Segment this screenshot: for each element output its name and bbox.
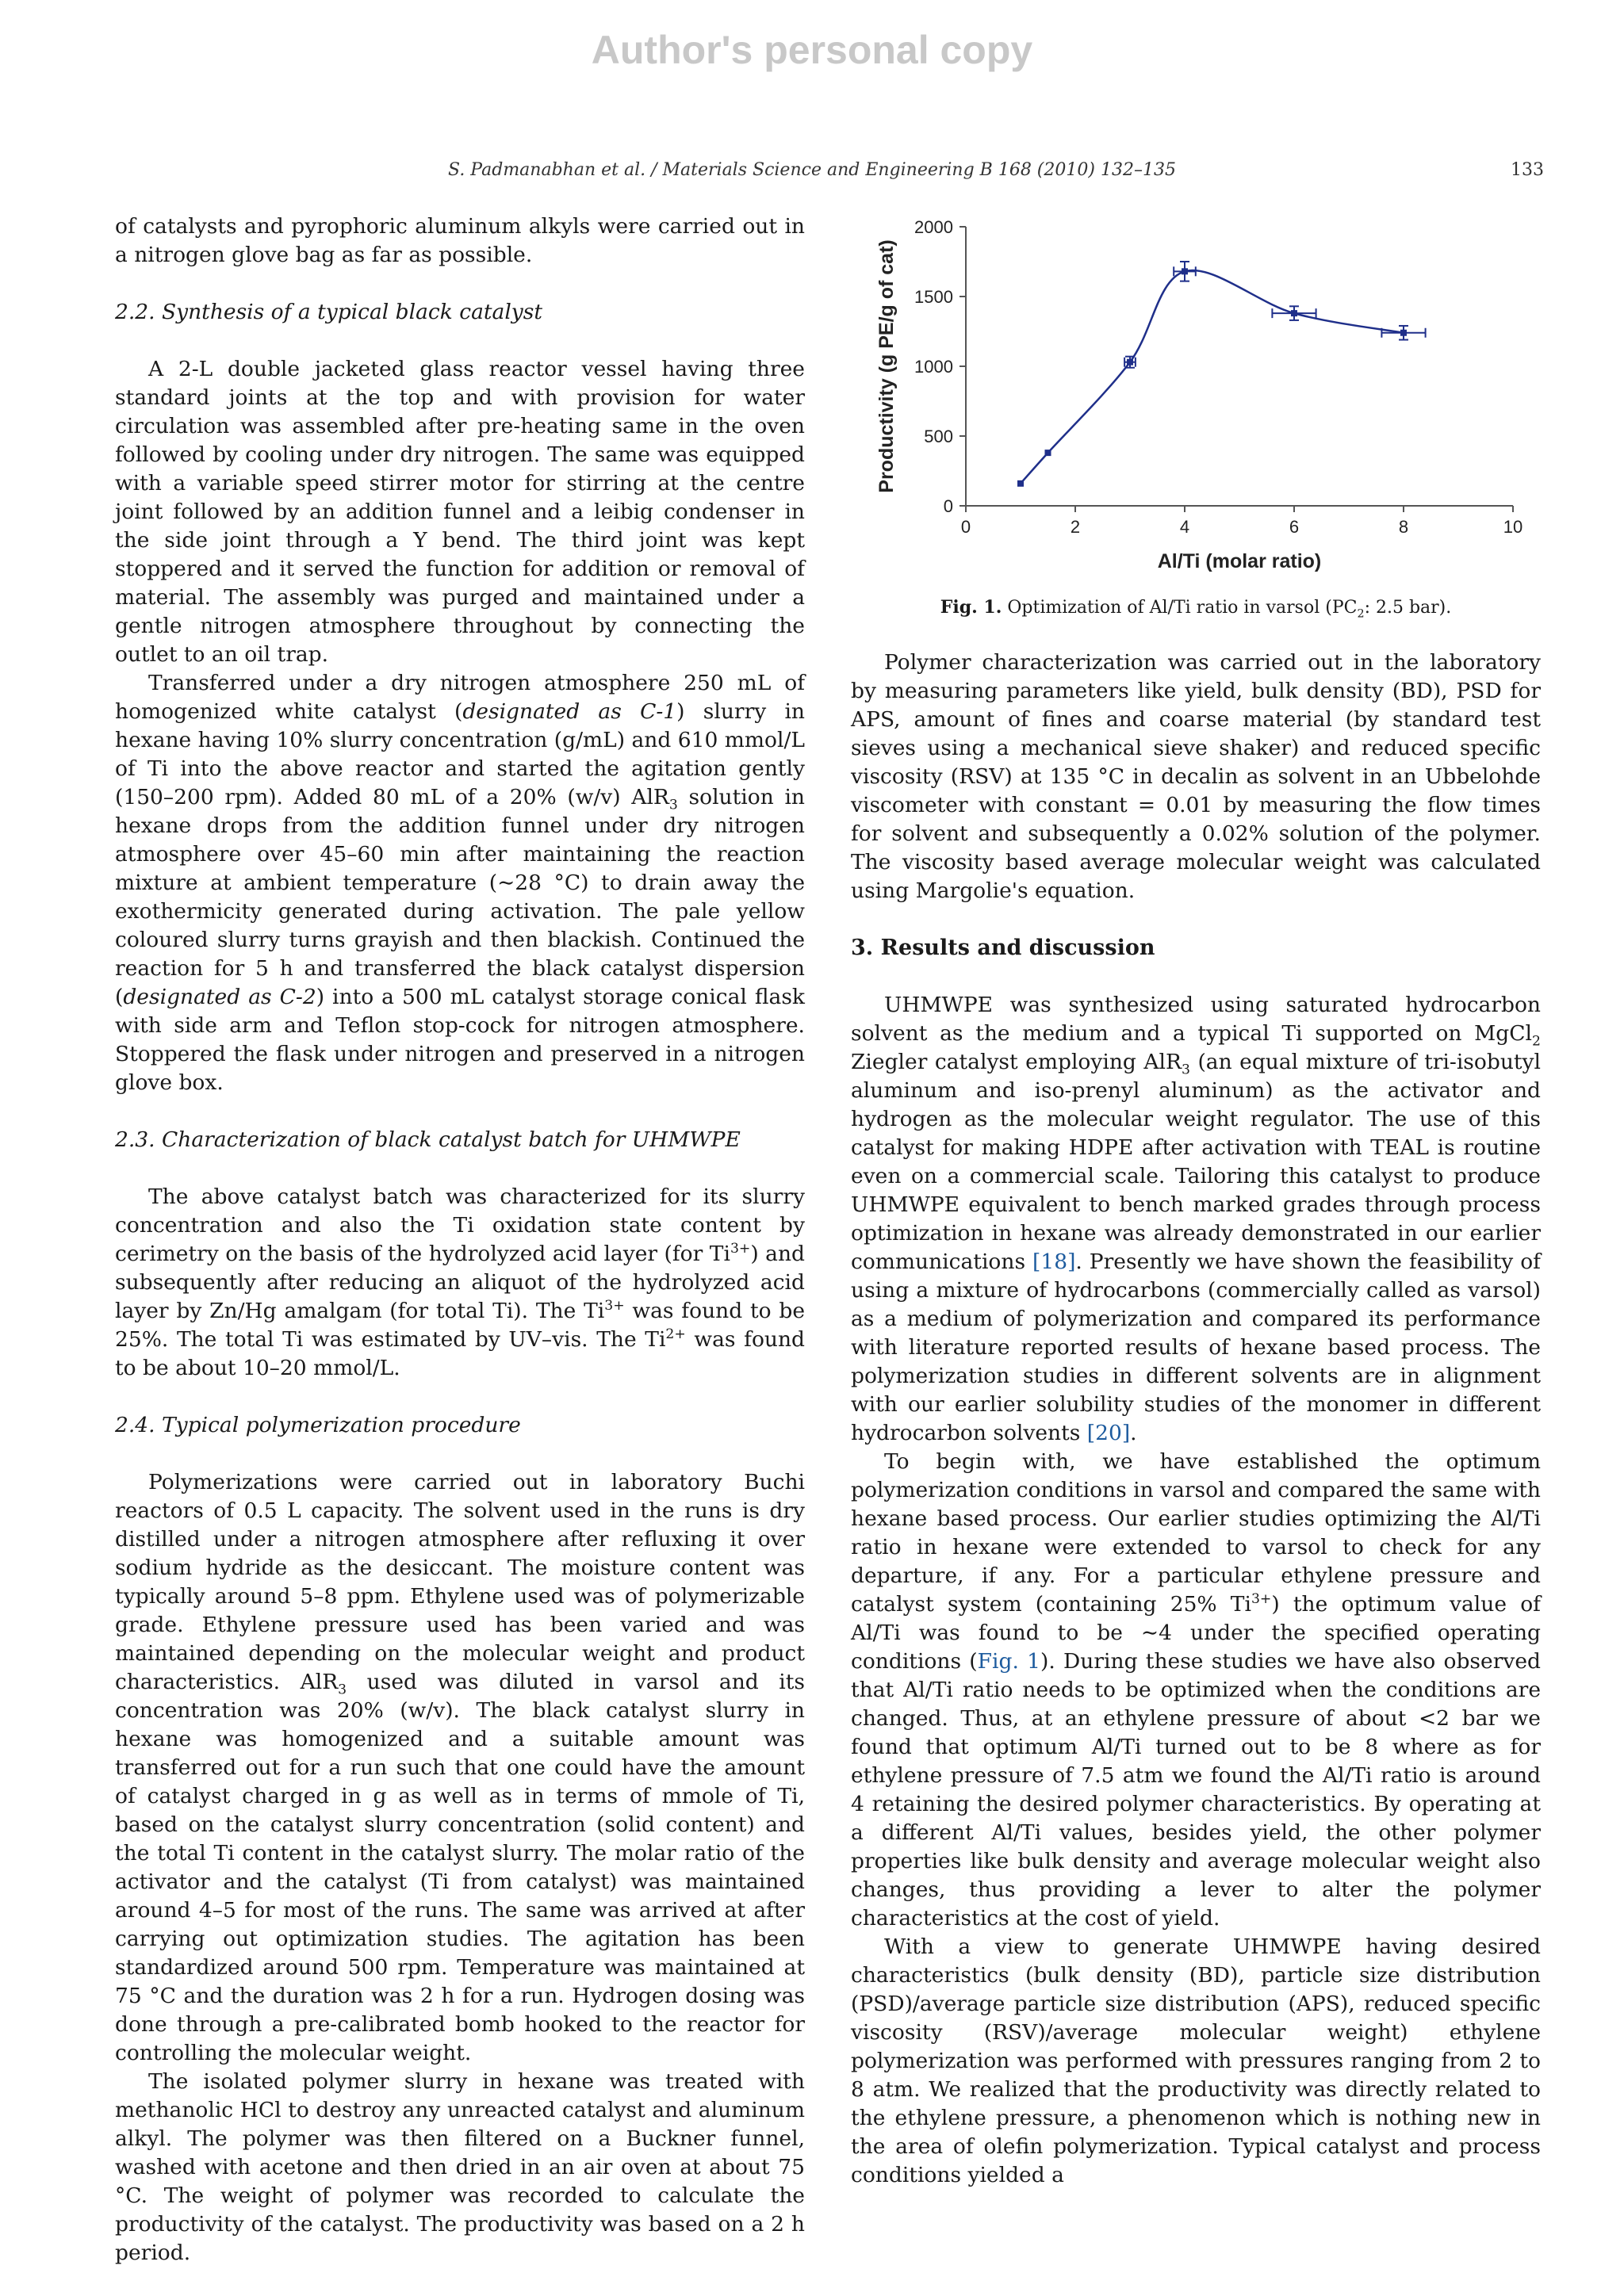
data-point: [1182, 268, 1188, 274]
y-tick-label: 1500: [914, 287, 953, 307]
y-tick-label: 1000: [914, 357, 953, 377]
y-tick-label: 2000: [914, 217, 953, 237]
section-heading-3: 3. Results and discussion: [851, 936, 1155, 960]
section-heading-2-2: 2.2. Synthesis of a typical black catalyst: [115, 300, 543, 324]
x-tick-label: 2: [1070, 517, 1081, 537]
paragraph: The above catalyst batch was characterized for its slurry concentration and also the Ti oxidation state content by cerimetry on the basis of the hydrolyzed acid layer (for $Ti^{3+}$) and subsequently after reducing an aliquot of the hydrolyzed acid layer by Zn/Hg amalgam (for total Ti). The $Ti^{3+}$ was found to be 25%. The total Ti was estimated by UV–vis. The $Ti^{2+}$ was found to be about 10–20 mmol/L.: [115, 1184, 806, 1380]
data-point: [1045, 450, 1051, 456]
page-number: 133: [1511, 160, 1544, 180]
paragraph: of catalysts and pyrophoric aluminum alkyls were carried out in a nitrogen glove bag as far as possible.: [115, 214, 805, 267]
x-tick-label: 6: [1289, 517, 1300, 537]
reference-link[interactable]: [20]: [1086, 1421, 1131, 1445]
reference-link[interactable]: [18]: [1032, 1249, 1076, 1274]
paragraph: Transferred under a dry nitrogen atmosphere 250 mL of homogenized white catalyst (designated as C-1) slurry in hexane having 10% slurry concentration (g/mL) and 610 mmol/L of Ti into the above reactor and started the agitation gently (150–200 rpm). Added 80 mL of a 20% (w/v) AlR$_3$ solution in hexane drops from the addition funnel under dry nitrogen atmosphere over 45–60 min after maintaining the reaction mixture at ambient temperature (∼28 °C) to drain away the exothermicity generated during activation. The pale yellow coloured slurry turns grayish and then blackish. Continued the reaction for 5 h and transferred the black catalyst dispersion (designated as C-2) into a 500 mL catalyst storage conical flask with side arm and Teflon stop-cock for nitrogen atmosphere. Stoppered the flask under nitrogen and preserved in a nitrogen glove box.: [115, 671, 805, 1095]
data-point: [1400, 330, 1407, 336]
x-tick-label: 0: [960, 517, 971, 537]
figure-1: [851, 212, 1541, 625]
paragraph: Polymerizations were carried out in laboratory Buchi reactors of 0.5 L capacity. The solvent used in the runs is dry distilled under a nitrogen atmosphere after refluxing it over sodium hydride as the desiccant. The moisture content was typically around 5–8 ppm. Ethylene used was of polymerizable grade. Ethylene pressure used has been varied and was maintained depending on the molecular weight and product characteristics. AlR$_3$ used was diluted in varsol and its concentration was 20% (w/v). The black catalyst slurry in hexane was homogenized and a suitable amount was transferred out for a run such that one could have the amount of catalyst charged in g as well as in terms of mmole of Ti, based on the catalyst slurry concentration (solid content) and the total Ti content in the catalyst slurry. The molar ratio of the activator and the catalyst (Ti from catalyst) was maintained around 4–5 for most of the runs. The same was arrived at after carrying out optimization studies. The agitation has been standardized around 500 rpm. Temperature was maintained at 75 °C and the duration was 2 h for a run. Hydrogen dosing was done through a pre-calibrated bomb hooked to the reactor for controlling the molecular weight.: [115, 1470, 805, 2065]
x-axis-label: Al/Ti (molar ratio): [1157, 550, 1322, 572]
watermark: Author's personal copy: [591, 28, 1033, 72]
paragraph: The isolated polymer slurry in hexane was treated with methanolic HCl to destroy any unreacted catalyst and aluminum alkyl. The polymer was then filtered on a Buckner funnel, washed with acetone and then dried in an air oven at about 75 °C. The weight of polymer was recorded to calculate the productivity of the catalyst. The productivity was based on a 2 h period.: [115, 2069, 805, 2265]
left-column: [115, 212, 805, 2267]
section-heading-2-3: 2.3. Characterization of black catalyst batch for UHMWPE: [115, 1127, 741, 1152]
figure-caption: Fig. 1. Optimization of Al/Ti ratio in varsol ($PC_2$: 2.5 bar).: [940, 597, 1452, 621]
paragraph: With a view to generate UHMWPE having desired characteristics (bulk density (BD), particle size distribution (PSD)/average particle size distribution (APS), reduced specific viscosity (RSV)/average molecular weight) ethylene polymerization was performed with pressures ranging from 2 to 8 atm. We realized that the productivity was directly related to the ethylene pressure, a phenomenon which is nothing new in the area of olefin polymerization. Typical catalyst and process conditions yielded a: [851, 1934, 1541, 2187]
productivity-chart: [851, 212, 1541, 585]
running-head: S. Padmanabhan et al. / Materials Science and Engineering B 168 (2010) 132–135: [448, 160, 1176, 180]
y-axis-label: Productivity (g PE/g of cat): [875, 239, 898, 493]
paragraph: Polymer characterization was carried out in the laboratory by measuring parameters like yield, bulk density (BD), PSD for APS, amount of fines and coarse material (by standard test sieves using a mechanical sieve shaker) and reduced specific viscosity (RSV) at 135 °C in decalin as solvent in an Ubbelohde viscometer with constant = 0.01 by measuring the flow times for solvent and subsequently a 0.02% solution of the polymer. The viscosity based average molecular weight was calculated using Margolie's equation.: [851, 650, 1541, 903]
data-point: [1291, 310, 1297, 316]
paragraph: To begin with, we have established the optimum polymerization conditions in varsol and compared the same with hexane based process. Our earlier studies optimizing the Al/Ti ratio in hexane were extended to varsol to check for any departure, if any. For a particular ethylene pressure and catalyst system (containing 25% $Ti^{3+}$) the optimum value of Al/Ti was found to be ∼4 under the specified operating conditions (Fig. 1). During these studies we have also observed that Al/Ti ratio needs to be optimized when the conditions are changed. Thus, at an ethylene pressure of about <2 bar we found that optimum Al/Ti turned out to be 8 where as for ethylene pressure of 7.5 atm we found the Al/Ti ratio is around 4 retaining the desired polymer characteristics. By operating at a different Al/Ti values, besides yield, the other polymer properties like bulk density and average molecular weight also changes, thus providing a lever to alter the polymer characteristics at the cost of yield.: [851, 1449, 1541, 1931]
data-point: [1127, 359, 1133, 365]
x-tick-label: 10: [1503, 517, 1523, 537]
section-heading-2-4: 2.4. Typical polymerization procedure: [115, 1413, 521, 1437]
series-line: [1021, 270, 1404, 484]
paragraph: A 2-L double jacketed glass reactor vessel having three standard joints at the top and with provision for water circulation was assembled after pre-heating same in the oven followed by cooling under dry nitrogen. The same was equipped with a variable speed stirrer motor for stirring at the centre joint followed by an addition funnel and a leibig condenser in the side joint through a Y bend. The third joint was kept stoppered and it served the function for addition or removal of material. The assembly was purged and maintained under a gentle nitrogen atmosphere throughout by connecting the outlet to an oil trap.: [115, 357, 805, 667]
figure-link[interactable]: Fig. 1: [977, 1649, 1041, 1674]
y-tick-label: 0: [943, 496, 953, 516]
data-point: [1017, 480, 1024, 487]
x-tick-label: 4: [1179, 517, 1190, 537]
x-tick-label: 8: [1398, 517, 1409, 537]
paragraph: UHMWPE was synthesized using saturated hydrocarbon solvent as the medium and a typical Ti supported on MgCl$_2$ Ziegler catalyst employing AlR$_3$ (an equal mixture of tri-isobutyl aluminum and iso-prenyl aluminum) as the activator and hydrogen as the molecular weight regulator. The use of this catalyst for making HDPE after activation with TEAL is routine even on a commercial scale. Tailoring this catalyst to produce UHMWPE equivalent to bench marked grades through process optimization in hexane was already demonstrated in our earlier communications [18]. Presently we have shown the feasibility of using a mixture of hydrocarbons (commercially called as varsol) as a medium of polymerization and compared its performance with literature reported results of hexane based process. The polymerization studies in different solvents are in alignment with our earlier solubility studies of the monomer in different hydrocarbon solvents [20].: [851, 993, 1541, 1445]
y-tick-label: 500: [924, 427, 953, 446]
right-column: [851, 212, 1541, 2190]
